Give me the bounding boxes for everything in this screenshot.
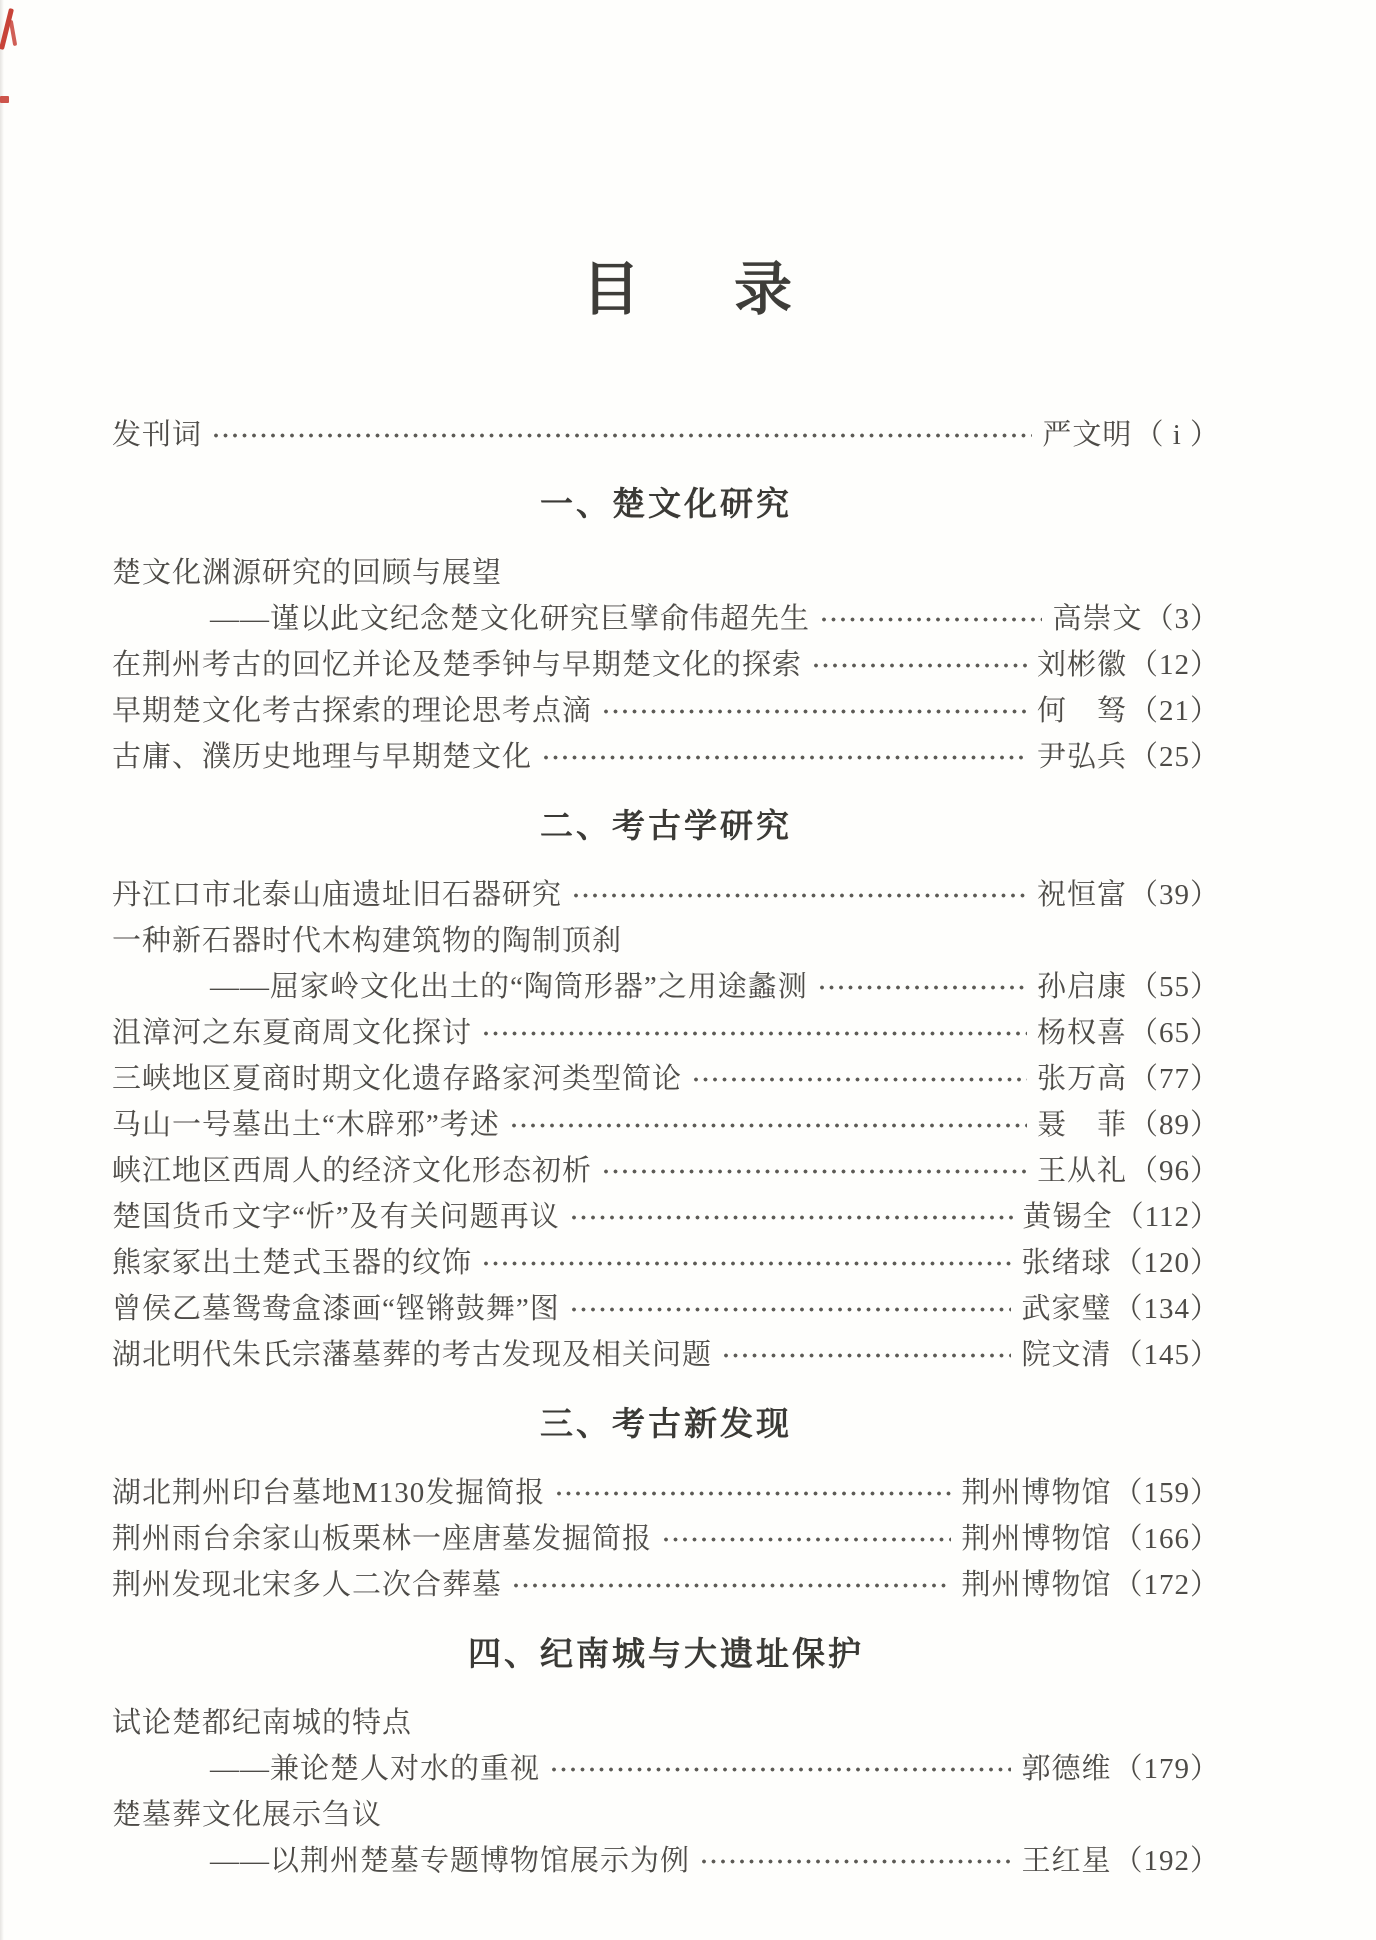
dot-leader: [512, 1581, 951, 1590]
entry-ref: [1021, 1332, 1220, 1378]
entry-author: 荆州博物馆: [961, 1523, 1112, 1555]
entry-title: 楚墓葬文化展示刍议: [112, 1799, 383, 1831]
entry-title: 楚国货币文字“忻”及有关问题再议: [112, 1201, 560, 1233]
entry-page: （12）: [1128, 649, 1220, 681]
entry-author: 聂 菲: [1036, 1109, 1127, 1141]
toc-entry: [112, 1332, 1220, 1378]
entry-title: 楚文化渊源研究的回顾与展望: [112, 557, 503, 589]
toc-entry: [112, 1148, 1220, 1194]
title-char: 目: [581, 257, 642, 322]
dot-leader: [510, 1121, 1027, 1130]
toc-entry: [112, 596, 1220, 642]
entry-page: （39）: [1128, 879, 1220, 911]
entry-page: （179）: [1113, 1753, 1220, 1785]
dot-leader: [482, 1029, 1027, 1038]
section-heading: 三、考古新发现: [540, 1407, 792, 1443]
entry-author: 黄锡全: [1022, 1201, 1113, 1233]
entry-ref: [1037, 872, 1220, 918]
entry-title: 荆州雨台余家山板栗林一座唐墓发掘简报: [112, 1523, 653, 1555]
scan-edge-shadow: [0, 0, 4, 1940]
entry-page: （112）: [1114, 1201, 1220, 1233]
entry-author: 院文清: [1021, 1339, 1112, 1371]
toc-entry: [112, 1056, 1220, 1102]
dot-leader: [602, 1167, 1027, 1176]
entry-author: 王红星: [1021, 1845, 1112, 1877]
entry-title: 试论楚都纪南城的特点: [112, 1707, 413, 1739]
entry-title: 荆州发现北宋多人二次合葬墓: [112, 1569, 503, 1601]
section-heading: 二、考古学研究: [540, 809, 792, 845]
entry-ref: [1037, 642, 1220, 688]
entry-page: （166）: [1113, 1523, 1220, 1555]
dot-leader: [550, 1765, 1011, 1774]
dot-leader: [692, 1075, 1027, 1084]
entry-subtitle: ——兼论楚人对水的重视: [210, 1753, 541, 1785]
title-char: 录: [734, 257, 795, 322]
dot-leader: [602, 707, 1027, 716]
entry-title: 三峡地区夏商时期文化遗存路家河类型简论: [112, 1063, 683, 1095]
entry-subtitle: ——谨以此文纪念楚文化研究巨擘俞伟超先生: [210, 603, 811, 635]
toc-entry: [112, 872, 1220, 918]
entry-title: 湖北荆州印台墓地M130发掘简报: [112, 1477, 546, 1509]
toc-entry: [112, 1240, 1220, 1286]
entry-ref: [961, 1562, 1220, 1608]
entry-title: 沮漳河之东夏商周文化探讨: [112, 1017, 473, 1049]
entry-subtitle: ——以荆州楚墓专题博物馆展示为例: [210, 1845, 691, 1877]
toc-entry-line1: [112, 1792, 1220, 1838]
dot-leader: [572, 891, 1027, 900]
dot-leader: [700, 1857, 1011, 1866]
toc-entry: [112, 1194, 1220, 1240]
entry-author: 严文明: [1042, 419, 1133, 451]
entry-author: 刘彬徽: [1036, 649, 1127, 681]
entry-ref: [1037, 1148, 1220, 1194]
toc-entry: [112, 412, 1220, 458]
dot-leader: [818, 983, 1027, 992]
entry-ref: [1037, 734, 1220, 780]
entry-title: 熊家冢出土楚式玉器的纹饰: [112, 1247, 473, 1279]
entry-title: 发刊词: [112, 419, 203, 451]
entry-author: 何 驽: [1036, 695, 1127, 727]
entry-author: 荆州博物馆: [961, 1569, 1112, 1601]
entry-page: （145）: [1113, 1339, 1220, 1371]
dot-leader: [812, 661, 1027, 670]
page-title: [0, 0, 1376, 326]
entry-ref: [1037, 1056, 1220, 1102]
toc-entry: [112, 1010, 1220, 1056]
entry-title: 早期楚文化考古探索的理论思考点滴: [112, 695, 593, 727]
entry-ref: [1021, 1240, 1220, 1286]
entry-ref: [1037, 964, 1220, 1010]
entry-page: （134）: [1113, 1293, 1220, 1325]
toc-entry: [112, 1516, 1220, 1562]
entry-page: （21）: [1128, 695, 1220, 727]
dot-leader: [722, 1351, 1011, 1360]
dot-leader: [482, 1259, 1011, 1268]
toc-entry: [112, 1838, 1220, 1884]
entry-page: （96）: [1128, 1155, 1220, 1187]
entry-page: （65）: [1128, 1017, 1220, 1049]
toc-entry-line1: [112, 550, 1220, 596]
dot-leader: [820, 615, 1042, 624]
entry-page: （55）: [1128, 971, 1220, 1003]
entry-title: 在荆州考古的回忆并论及楚季钟与早期楚文化的探索: [112, 649, 803, 681]
entry-author: 王从礼: [1036, 1155, 1127, 1187]
entry-page: （ i ）: [1134, 419, 1220, 451]
section-heading: 四、纪南城与大遗址保护: [468, 1637, 864, 1673]
dot-leader: [570, 1305, 1012, 1314]
entry-ref: [1021, 1286, 1220, 1332]
dot-leader: [662, 1535, 951, 1544]
toc-entry: [112, 1286, 1220, 1332]
entry-ref: [1037, 1010, 1220, 1056]
dot-leader: [542, 753, 1027, 762]
entry-title: 曾侯乙墓鸳鸯盒漆画“铿锵鼓舞”图: [112, 1293, 560, 1325]
entry-ref: [1021, 1838, 1220, 1884]
entry-ref: [1037, 1102, 1220, 1148]
entry-title: 马山一号墓出土“木辟邪”考述: [112, 1109, 500, 1141]
entry-author: 尹弘兵: [1036, 741, 1127, 773]
entry-ref: [961, 1516, 1220, 1562]
toc-entry-line1: [112, 918, 1220, 964]
toc-entry: [112, 1562, 1220, 1608]
entry-title: 丹江口市北泰山庙遗址旧石器研究: [112, 879, 563, 911]
entry-title: 湖北明代朱氏宗藩墓葬的考古发现及相关问题: [112, 1339, 713, 1371]
entry-ref: [1021, 1746, 1220, 1792]
entry-page: （77）: [1128, 1063, 1220, 1095]
dot-leader: [555, 1489, 951, 1498]
toc-content: [112, 412, 1220, 1884]
entry-author: 杨权喜: [1036, 1017, 1127, 1049]
entry-title: 峡江地区西周人的经济文化形态初析: [112, 1155, 593, 1187]
dot-leader: [570, 1213, 1013, 1222]
entry-ref: [1042, 412, 1220, 458]
entry-author: 张万高: [1036, 1063, 1127, 1095]
toc-entry: [112, 1470, 1220, 1516]
entry-page: （120）: [1113, 1247, 1220, 1279]
toc-entry: [112, 642, 1220, 688]
entry-ref: [1023, 1194, 1220, 1240]
toc-entry: [112, 964, 1220, 1010]
entry-title: 一种新石器时代木构建筑物的陶制顶刹: [112, 925, 623, 957]
entry-author: 荆州博物馆: [961, 1477, 1112, 1509]
section-heading: 一、楚文化研究: [540, 487, 792, 523]
entry-author: 武家璧: [1021, 1293, 1112, 1325]
entry-ref: [1052, 596, 1220, 642]
toc-entry: [112, 734, 1220, 780]
entry-author: 孙启康: [1036, 971, 1127, 1003]
entry-title: 古庸、濮历史地理与早期楚文化: [112, 741, 533, 773]
toc-entry: [112, 1102, 1220, 1148]
entry-author: 郭德维: [1021, 1753, 1112, 1785]
entry-page: （25）: [1128, 741, 1220, 773]
entry-author: 张绪球: [1021, 1247, 1112, 1279]
dot-leader: [212, 431, 1032, 440]
scan-artifact-red: [0, 96, 9, 103]
entry-author: 祝恒富: [1036, 879, 1127, 911]
entry-page: （172）: [1113, 1569, 1220, 1601]
entry-page: （3）: [1144, 603, 1220, 635]
toc-entry: [112, 1746, 1220, 1792]
toc-entry-line1: [112, 1700, 1220, 1746]
entry-page: （192）: [1113, 1845, 1220, 1877]
entry-ref: [961, 1470, 1220, 1516]
entry-subtitle: ——屈家岭文化出土的“陶筒形器”之用途蠡测: [210, 971, 808, 1003]
entry-page: （159）: [1113, 1477, 1220, 1509]
entry-page: （89）: [1128, 1109, 1220, 1141]
toc-entry: [112, 688, 1220, 734]
entry-ref: [1037, 688, 1220, 734]
entry-author: 高崇文: [1052, 603, 1143, 635]
